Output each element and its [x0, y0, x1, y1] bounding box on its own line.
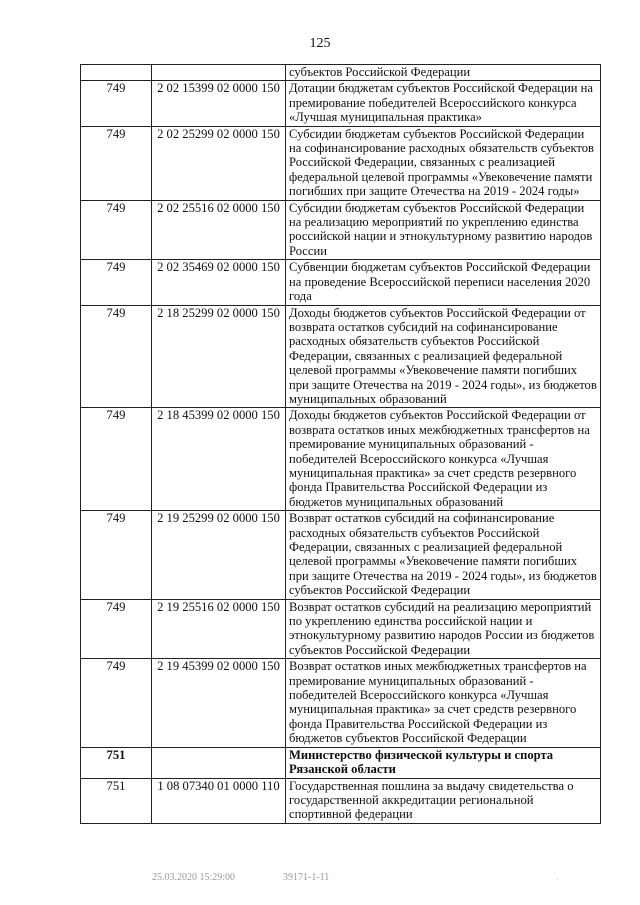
revenue-name-cell: Дотации бюджетам субъектов Российской Федерации на премирование победителей Всероссийского конкурса «Лучшая муниципальная практика» — [286, 81, 601, 126]
admin-code-cell: 749 — [81, 408, 152, 511]
revenue-name-cell: субъектов Российской Федерации — [286, 65, 601, 81]
revenue-name-cell: Доходы бюджетов субъектов Российской Федерации от возврата остатков субсидий на софинансирование расходных обязательств субъектов Российской Федерации, связанных с реализацией федеральной целевой программы «Увековечение памяти погибших при защите Отечества на 2019 - 2024 годы», из бюджетов муниципальных образований — [286, 305, 601, 408]
classification-code-cell: 2 02 25516 02 0000 150 — [152, 200, 286, 260]
revenue-name-cell: Министерство физической культуры и спорта Рязанской области — [286, 747, 601, 778]
admin-code-cell: 749 — [81, 305, 152, 408]
admin-code-cell: 749 — [81, 511, 152, 599]
table-row — [81, 305, 601, 408]
table-row — [81, 659, 601, 747]
table-row — [81, 408, 601, 511]
admin-code-cell: 751 — [81, 747, 152, 778]
revenue-name-cell: Субсидии бюджетам субъектов Российской Федерации на реализацию мероприятий по укреплению единства российской нации и этнокультурному развитию народов России — [286, 200, 601, 260]
table-row — [81, 599, 601, 659]
footer-document-id: 39171-1-11 — [283, 872, 330, 883]
revenue-name-cell: Возврат остатков субсидий на софинансирование расходных обязательств субъектов Российской Федерации, связанных с реализацией федеральной целевой программы «Увековечение памяти погибших при защите Отечества на 2019 - 2024 годы», из бюджетов субъектов Российской Федерации — [286, 511, 601, 599]
classification-code-cell: 2 18 45399 02 0000 150 — [152, 408, 286, 511]
classification-code-cell: 1 08 07340 01 0000 110 — [152, 778, 286, 823]
revenue-name-cell: Субсидии бюджетам субъектов Российской Федерации на софинансирование расходных обязательств субъектов Российской Федерации, связанных с реализацией федеральной целевой программы «Увековечение памяти погибших при защите Отечества на 2019 - 2024 годы» — [286, 126, 601, 200]
classification-code-cell: 2 02 15399 02 0000 150 — [152, 81, 286, 126]
admin-code-cell: 749 — [81, 81, 152, 126]
admin-code-cell: 749 — [81, 200, 152, 260]
classification-code-cell — [152, 747, 286, 778]
admin-code-cell: 749 — [81, 599, 152, 659]
revenue-name-cell: Возврат остатков субсидий на реализацию мероприятий по укреплению единства российской нации и этнокультурному развитию народов России из бюджетов субъектов Российской Федерации — [286, 599, 601, 659]
classification-code-cell — [152, 65, 286, 81]
revenue-name-cell: Субвенции бюджетам субъектов Российской Федерации на проведение Всероссийской переписи населения 2020 года — [286, 260, 601, 305]
admin-code-cell — [81, 65, 152, 81]
admin-code-cell: 749 — [81, 659, 152, 747]
revenue-codes-table — [80, 64, 601, 824]
admin-code-cell: 749 — [81, 126, 152, 200]
table-row — [81, 65, 601, 81]
table-body — [81, 65, 601, 824]
table-row — [81, 778, 601, 823]
classification-code-cell: 2 02 25299 02 0000 150 — [152, 126, 286, 200]
revenue-name-cell: Доходы бюджетов субъектов Российской Федерации от возврата остатков иных межбюджетных трансфертов на премирование муниципальных образований - победителей Всероссийского конкурса «Лучшая муниципальная практика» за счет средств резервного фонда Правительства Российской Федерации из бюджетов муниципальных образований — [286, 408, 601, 511]
classification-code-cell: 2 19 25516 02 0000 150 — [152, 599, 286, 659]
footer-timestamp: 25.03.2020 15:29:00 — [152, 872, 236, 883]
admin-code-cell: 751 — [81, 778, 152, 823]
table-row — [81, 260, 601, 305]
admin-code-cell: 749 — [81, 260, 152, 305]
revenue-name-cell: Государственная пошлина за выдачу свидетельства о государственной аккредитации региональной спортивной федерации — [286, 778, 601, 823]
table-row — [81, 200, 601, 260]
footer-mark: . — [556, 872, 559, 883]
classification-code-cell: 2 02 35469 02 0000 150 — [152, 260, 286, 305]
table-row-section-header — [81, 747, 601, 778]
table-row — [81, 126, 601, 200]
classification-code-cell: 2 19 25299 02 0000 150 — [152, 511, 286, 599]
page-number: 125 — [309, 36, 331, 51]
classification-code-cell: 2 18 25299 02 0000 150 — [152, 305, 286, 408]
table-row — [81, 511, 601, 599]
table-row — [81, 81, 601, 126]
revenue-name-cell: Возврат остатков иных межбюджетных трансфертов на премирование муниципальных образований - победителей Всероссийского конкурса «Лучшая муниципальная практика» за счет средств резервного фонда Правительства Российской Федерации из бюджетов субъектов Российской Федерации — [286, 659, 601, 747]
classification-code-cell: 2 19 45399 02 0000 150 — [152, 659, 286, 747]
